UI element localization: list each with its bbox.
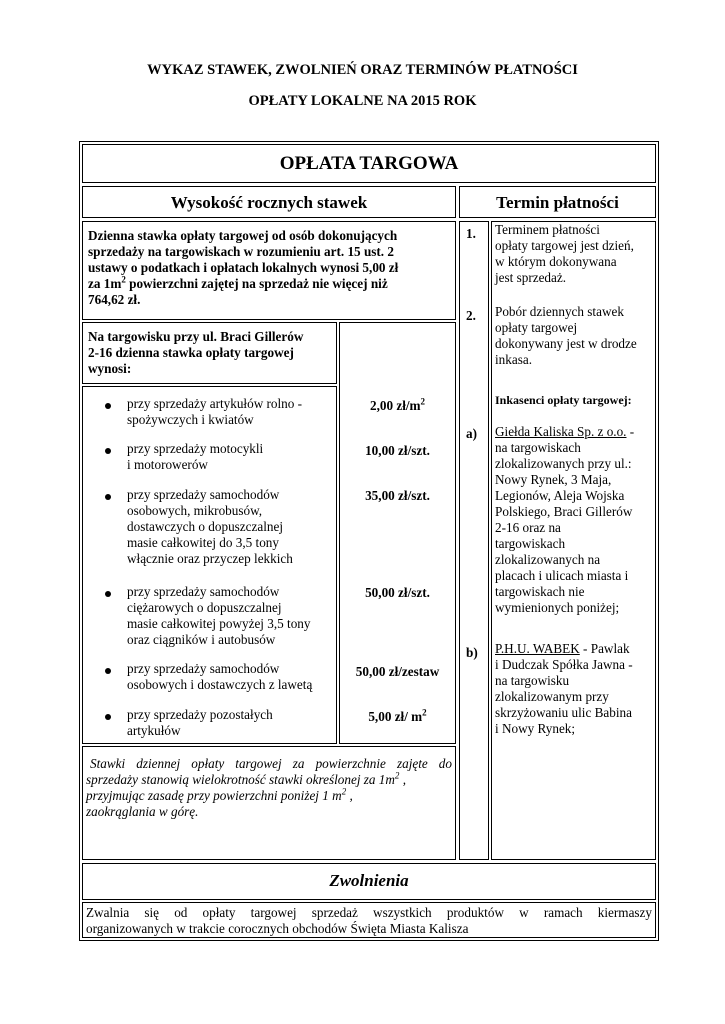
price-column-cell bbox=[339, 322, 456, 744]
bullet-icon bbox=[105, 494, 111, 500]
collector-b-name: P.H.U. WABEK bbox=[495, 641, 580, 656]
term-text-1: Terminem płatności opłaty targowej jest dzień, w którym dokonywana jest sprzedaż. bbox=[495, 222, 634, 285]
item-price: 10,00 zł/szt. bbox=[365, 443, 430, 458]
item-text: przy sprzedaży pozostałych artykułów bbox=[127, 707, 273, 738]
item-text: przy sprzedaży samochodów osobowych, mikrobusów, dostawczych o dopuszczalnej masie całkowitej do 3,5 tony włącznie oraz przyczep lekkich bbox=[127, 487, 293, 566]
item-price: 5,00 zł/ $m^2$ bbox=[368, 707, 427, 724]
bullet-icon bbox=[105, 403, 111, 409]
term-column-title: Termin płatności bbox=[496, 193, 619, 212]
bullet-icon bbox=[105, 668, 111, 674]
item-price: 50,00 zł/szt. bbox=[365, 585, 430, 600]
bullet-icon bbox=[105, 448, 111, 454]
intro-line: za $1m^2$ powierzchni zajętej na sprzedaż nie więcej niż bbox=[88, 274, 388, 291]
intro-line: sprzedaży na targowiskach w rozumieniu art. 15 ust. 2 bbox=[88, 244, 394, 259]
bullet-icon bbox=[105, 714, 111, 720]
collector-a: Giełda Kaliska Sp. z o.o. - na targowiskach zlokalizowanych przy ul.: Nowy Rynek, 3 Maja, Legionów, Aleja Wojska Polskiego, Braci Gillerów 2-16 oraz na targowiskach zlokalizowanych na placach i ulicach miasta i targowiskach nie wymienionych poniżej; bbox=[495, 424, 635, 615]
term-number: 1. bbox=[466, 226, 476, 241]
term-number: 2. bbox=[466, 308, 476, 323]
section-title: OPŁATA TARGOWA bbox=[279, 153, 459, 174]
item-text: przy sprzedaży artykułów rolno - spożywczych i kwiatów bbox=[127, 396, 303, 427]
term-number: b) bbox=[466, 645, 478, 660]
intro-line: ustawy o podatkach i opłatach lokalnych wynosi 5,00 zł bbox=[88, 260, 399, 275]
collector-b: P.H.U. WABEK - Pawlak i Dudczak Spółka Jawna - na targowisku zlokalizowanym przy skrzyżowaniu ulic Babina i Nowy Rynek; bbox=[495, 641, 633, 736]
item-text: przy sprzedaży samochodów osobowych i dostawczych z lawetą bbox=[127, 661, 313, 692]
gillerow-text: Na targowisku przy ul. Braci Gillerów 2-16 dzienna stawka opłaty targowej wynosi: bbox=[88, 329, 304, 376]
exemptions-text: Zwalnia się od opłaty targowej sprzedaż wszystkich produktów w ramach kiermaszy organizowanych w trakcie corocznych obchodów Święta Miasta Kalisza bbox=[86, 905, 652, 936]
rates-column-title: Wysokość rocznych stawek bbox=[170, 193, 368, 212]
intro-line: Dzienna stawka opłaty targowej od osób dokonujących bbox=[88, 228, 398, 243]
item-price: 35,00 zł/szt. bbox=[365, 488, 430, 503]
term-number: a) bbox=[466, 426, 477, 441]
item-text: przy sprzedaży motocykli i motorowerów bbox=[127, 441, 264, 472]
intro-line: 764,62 zł. bbox=[88, 292, 141, 307]
item-price: 2,00 $zł/m^2$ bbox=[369, 396, 426, 413]
document-subtitle: OPŁATY LOKALNE NA 2015 ROK bbox=[248, 93, 477, 109]
collectors-title: Inkasenci opłaty targowej: bbox=[495, 393, 632, 407]
item-text: przy sprzedaży samochodów ciężarowych o dopuszczalnej masie całkowitej powyżej 3,5 tony oraz ciągników i autobusów bbox=[127, 584, 311, 647]
exemptions-title: Zwolnienia bbox=[329, 871, 409, 890]
item-price: 50,00 zł/zestaw bbox=[355, 664, 440, 679]
document-title: WYKAZ STAWEK, ZWOLNIEŃ ORAZ TERMINÓW PŁATNOŚCI bbox=[147, 62, 578, 78]
note-text: Stawki dziennej opłaty targowej za powierzchnie zajęte do sprzedaży stanowią wielokrotność stawki określonej za $1m^2$ , przyjmując zasadę przy powierzchni poniżej 1 $m^2$ , zaokrąglania w górę. bbox=[86, 756, 452, 819]
intro-text bbox=[88, 228, 452, 308]
term-text-2: Pobór dziennych stawek opłaty targowej dokonywany jest w drodze inkasa. bbox=[495, 304, 637, 367]
bullet-icon bbox=[105, 591, 111, 597]
collector-a-name: Giełda Kaliska Sp. z o.o. bbox=[495, 424, 627, 439]
